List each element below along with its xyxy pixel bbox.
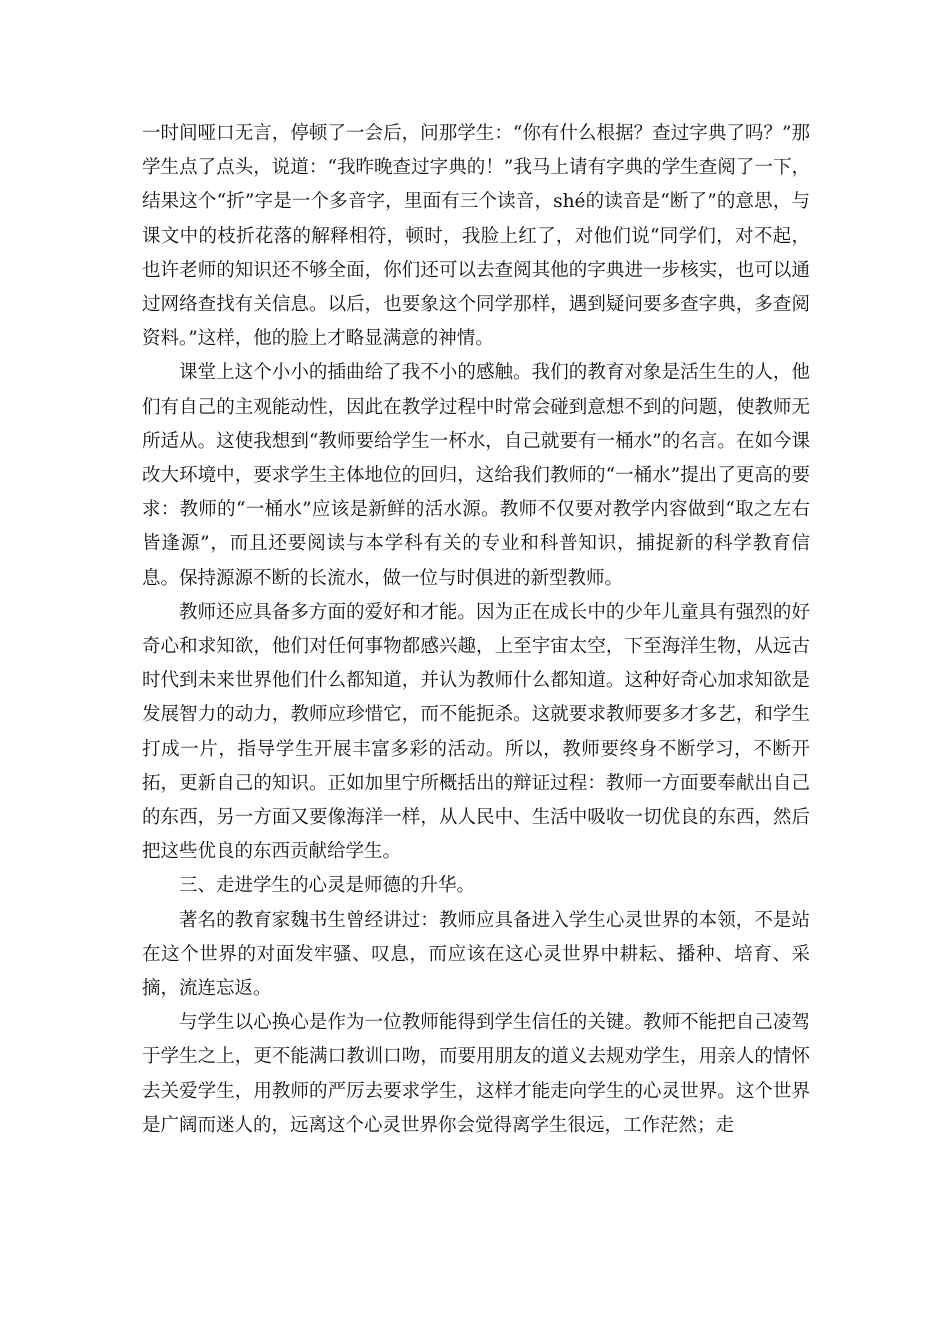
- document-body: [142, 117, 810, 1143]
- section-heading: 三、走进学生的心灵是师德的升华。: [179, 875, 476, 897]
- paragraph-2: 课堂上这个小小的插曲给了我不小的感触。我们的教育对象是活生生的人，他们有自己的主观能动性，因此在教学过程中时常会碰到意想不到的问题，使教师无所适从。这使我想到“教师要给学生一杯水，自己就要有一桶水”的名言。在如今课改大环境中，要求学生主体地位的回归，这给我们教师的“一桶水”提出了更高的要求：教师的“一桶水”应该是新鲜的活水源。教师不仅要对教学内容做到“取之左右皆逢源”，而且还要阅读与本学科有关的专业和科普知识，捕捉新的科学教育信息。保持源源不断的长流水，做一位与时俱进的新型教师。: [142, 362, 810, 589]
- paragraph-5: 与学生以心换心是作为一位教师能得到学生信任的关键。教师不能把自己凌驾于学生之上，更不能满口教训口吻，而要用朋友的道义去规劝学生，用亲人的情怀去关爱学生，用教师的严厉去要求学生，这样才能走向学生的心灵世界。这个世界是广阔而迷人的，远离这个心灵世界你会觉得离学生很远，工作茫然；走: [142, 1012, 810, 1136]
- paragraph-4: 著名的教育家魏书生曾经讲过：教师应具备进入学生心灵世界的本领，不是站在这个世界的对面发牢骚、叹息，而应该在这心灵世界中耕耘、播种、培育、采摘，流连忘返。: [142, 909, 810, 1000]
- paragraph-1: 一时间哑口无言，停顿了一会后，问那学生：“你有什么根据？查过字典了吗？”那学生点了点头，说道：“我昨晚查过字典的！”我马上请有字典的学生查阅了一下，结果这个“折”字是一个多音字，里面有三个读音，shé的读音是“断了”的意思，与课文中的枝折花落的解释相符，顿时，我脸上红了，对他们说“同学们，对不起，也许老师的知识还不够全面，你们还可以去查阅其他的字典进一步核实，也可以通过网络查找有关信息。以后，也要象这个同学那样，遇到疑问要多查字典，多查阅资料。”这样，他的脸上才略显满意的神情。: [142, 123, 810, 350]
- paragraph-3: 教师还应具备多方面的爱好和才能。因为正在成长中的少年儿童具有强烈的好奇心和求知欲，他们对任何事物都感兴趣，上至宇宙太空，下至海洋生物，从远古时代到未来世界他们什么都知道，并认为教师什么都知道。这种好奇心加求知欲是发展智力的动力，教师应珍惜它，而不能扼杀。这就要求教师要多才多艺，和学生打成一片，指导学生开展丰富多彩的活动。所以，教师要终身不断学习，不断开拓，更新自己的知识。正如加里宁所概括出的辩证过程：教师一方面要奉献出自己的东西，另一方面又要像海洋一样，从人民中、生活中吸收一切优良的东西，然后把这些优良的东西贡献给学生。: [142, 601, 810, 863]
